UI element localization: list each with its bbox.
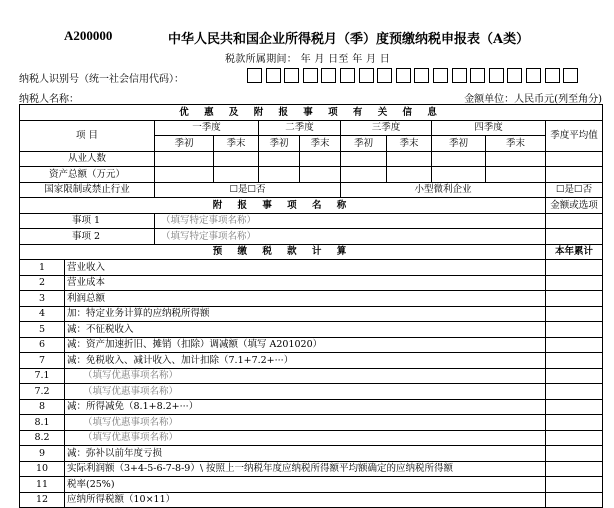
input-cell[interactable] bbox=[259, 151, 300, 167]
employees-label: 从业人数 bbox=[20, 151, 155, 167]
input-cell[interactable] bbox=[300, 151, 341, 167]
q1-begin: 季初 bbox=[155, 136, 214, 152]
amount-unit: 金额单位：人民币元(列至角分) bbox=[464, 94, 602, 105]
input-cell[interactable] bbox=[546, 322, 603, 338]
input-cell[interactable] bbox=[546, 229, 603, 245]
row-number: 7.2 bbox=[20, 384, 65, 400]
quarter-3-header: 三季度 bbox=[341, 120, 432, 136]
input-cell[interactable] bbox=[546, 384, 603, 400]
input-cell[interactable] bbox=[387, 167, 432, 183]
table-row bbox=[20, 492, 603, 508]
row-number: 7.1 bbox=[20, 368, 65, 384]
taxpayer-name-label: 纳税人名称： bbox=[19, 94, 79, 105]
q4-begin: 季初 bbox=[432, 136, 486, 152]
quarter-average-header: 季度平均值 bbox=[546, 120, 603, 151]
quarter-4-header: 四季度 bbox=[432, 120, 546, 136]
row-label: 减：免税收入、减计收入、加计扣除（7.1+7.2+···） bbox=[65, 353, 546, 369]
input-cell[interactable] bbox=[546, 167, 603, 183]
q3-end: 季末 bbox=[387, 136, 432, 152]
input-cell[interactable] bbox=[546, 260, 603, 276]
row-label: 减：不征税收入 bbox=[65, 322, 546, 338]
table-row bbox=[20, 167, 603, 183]
input-cell[interactable] bbox=[155, 151, 214, 167]
preference-item-hint[interactable]: （填写优惠事项名称） bbox=[65, 384, 546, 400]
q4-end: 季末 bbox=[486, 136, 546, 152]
row-number: 5 bbox=[20, 322, 65, 338]
prepay-section-header: 预 缴 税 款 计 算 bbox=[20, 244, 546, 260]
row-number: 1 bbox=[20, 260, 65, 276]
input-cell[interactable] bbox=[546, 213, 603, 229]
table-row bbox=[20, 291, 603, 307]
table-row bbox=[20, 337, 603, 353]
table-row bbox=[20, 275, 603, 291]
row-label: 减：资产加速折旧、摊销（扣除）调减额（填写 A201020） bbox=[65, 337, 546, 353]
row-number: 3 bbox=[20, 291, 65, 307]
q3-begin: 季初 bbox=[341, 136, 387, 152]
row-number: 8.1 bbox=[20, 415, 65, 431]
input-cell[interactable] bbox=[546, 492, 603, 508]
input-cell[interactable] bbox=[259, 167, 300, 183]
q2-begin: 季初 bbox=[259, 136, 300, 152]
year-total-header: 本年累计 bbox=[546, 244, 603, 260]
quarter-2-header: 二季度 bbox=[259, 120, 341, 136]
table-row bbox=[20, 430, 603, 446]
table-row bbox=[20, 384, 603, 400]
row-number: 2 bbox=[20, 275, 65, 291]
preference-item-hint[interactable]: （填写优惠事项名称） bbox=[65, 430, 546, 446]
amount-or-option-header: 金额或选项 bbox=[546, 198, 603, 214]
input-cell[interactable] bbox=[341, 167, 387, 183]
form-code: A200000 bbox=[64, 28, 113, 43]
table-row bbox=[20, 415, 603, 431]
table-row bbox=[20, 260, 603, 276]
attached-item-1-label: 事项 1 bbox=[20, 213, 155, 229]
row-label: 应纳所得税额（10×11） bbox=[65, 492, 546, 508]
input-cell[interactable] bbox=[546, 446, 603, 462]
total-assets-label: 资产总额（万元） bbox=[20, 167, 155, 183]
table-row bbox=[20, 399, 603, 415]
row-number: 8.2 bbox=[20, 430, 65, 446]
input-cell[interactable] bbox=[300, 167, 341, 183]
preference-item-hint[interactable]: （填写优惠事项名称） bbox=[65, 415, 546, 431]
q1-end: 季末 bbox=[214, 136, 259, 152]
table-row bbox=[20, 353, 603, 369]
row-label: 减：所得减免（8.1+8.2+···） bbox=[65, 399, 546, 415]
attached-item-2-hint[interactable]: （填写特定事项名称） bbox=[155, 229, 546, 245]
taxpayer-id-boxes[interactable] bbox=[247, 68, 582, 84]
input-cell[interactable] bbox=[214, 151, 259, 167]
input-cell[interactable] bbox=[214, 167, 259, 183]
table-row bbox=[20, 182, 603, 198]
attached-section-header: 附 报 事 项 名 称 bbox=[20, 198, 546, 214]
table-row bbox=[20, 368, 603, 384]
restricted-industry-checkbox[interactable]: ☐是☐否 bbox=[155, 182, 341, 198]
attached-item-2-label: 事项 2 bbox=[20, 229, 155, 245]
table-row bbox=[20, 151, 603, 167]
input-cell[interactable] bbox=[486, 151, 546, 167]
row-number: 12 bbox=[20, 492, 65, 508]
input-cell[interactable] bbox=[546, 461, 603, 477]
row-label: 加：特定业务计算的应纳税所得额 bbox=[65, 306, 546, 322]
table-row bbox=[20, 306, 603, 322]
row-number: 9 bbox=[20, 446, 65, 462]
input-cell[interactable] bbox=[387, 151, 432, 167]
input-cell[interactable] bbox=[546, 306, 603, 322]
declaration-table bbox=[19, 104, 603, 508]
row-number: 10 bbox=[20, 461, 65, 477]
q2-end: 季末 bbox=[300, 136, 341, 152]
input-cell[interactable] bbox=[486, 167, 546, 183]
restricted-industry-label: 国家限制或禁止行业 bbox=[20, 182, 155, 198]
row-number: 6 bbox=[20, 337, 65, 353]
taxpayer-id-label: 纳税人识别号（统一社会信用代码）： bbox=[19, 74, 184, 85]
table-row bbox=[20, 477, 603, 493]
info-section-header: 优 惠 及 附 报 事 项 有 关 信 息 bbox=[20, 105, 603, 121]
preference-item-hint[interactable]: （填写优惠事项名称） bbox=[65, 368, 546, 384]
quarter-1-header: 一季度 bbox=[155, 120, 259, 136]
small-micro-checkbox[interactable]: ☐是☐否 bbox=[546, 182, 603, 198]
input-cell[interactable] bbox=[546, 415, 603, 431]
row-label: 税率(25%) bbox=[65, 477, 546, 493]
input-cell[interactable] bbox=[546, 353, 603, 369]
row-label: 营业收入 bbox=[65, 260, 546, 276]
table-row bbox=[20, 446, 603, 462]
input-cell[interactable] bbox=[546, 430, 603, 446]
input-cell[interactable] bbox=[432, 167, 486, 183]
table-row bbox=[20, 322, 603, 338]
row-label: 减：弥补以前年度亏损 bbox=[65, 446, 546, 462]
input-cell[interactable] bbox=[546, 399, 603, 415]
input-cell[interactable] bbox=[155, 167, 214, 183]
input-cell[interactable] bbox=[341, 151, 387, 167]
input-cell[interactable] bbox=[546, 291, 603, 307]
table-row bbox=[20, 213, 603, 229]
row-number: 4 bbox=[20, 306, 65, 322]
row-label: 利润总额 bbox=[65, 291, 546, 307]
attached-item-1-hint[interactable]: （填写特定事项名称） bbox=[155, 213, 546, 229]
row-number: 8 bbox=[20, 399, 65, 415]
input-cell[interactable] bbox=[546, 337, 603, 353]
item-column-header: 项 目 bbox=[20, 120, 155, 151]
table-row bbox=[20, 461, 603, 477]
input-cell[interactable] bbox=[546, 151, 603, 167]
small-micro-label: 小型微利企业 bbox=[341, 182, 546, 198]
input-cell[interactable] bbox=[546, 477, 603, 493]
row-label: 营业成本 bbox=[65, 275, 546, 291]
input-cell[interactable] bbox=[432, 151, 486, 167]
table-row bbox=[20, 229, 603, 245]
row-number: 11 bbox=[20, 477, 65, 493]
row-number: 7 bbox=[20, 353, 65, 369]
input-cell[interactable] bbox=[546, 368, 603, 384]
tax-period: 税款所属期间： 年 月 日至 年 月 日 bbox=[225, 54, 391, 65]
row-label: 实际利润额（3+4-5-6-7-8-9）\ 按照上一纳税年度应纳税所得额平均额确定的应纳税所得额 bbox=[65, 461, 546, 477]
input-cell[interactable] bbox=[546, 275, 603, 291]
form-title: 中华人民共和国企业所得税月（季）度预缴纳税申报表（A类） bbox=[168, 32, 530, 47]
